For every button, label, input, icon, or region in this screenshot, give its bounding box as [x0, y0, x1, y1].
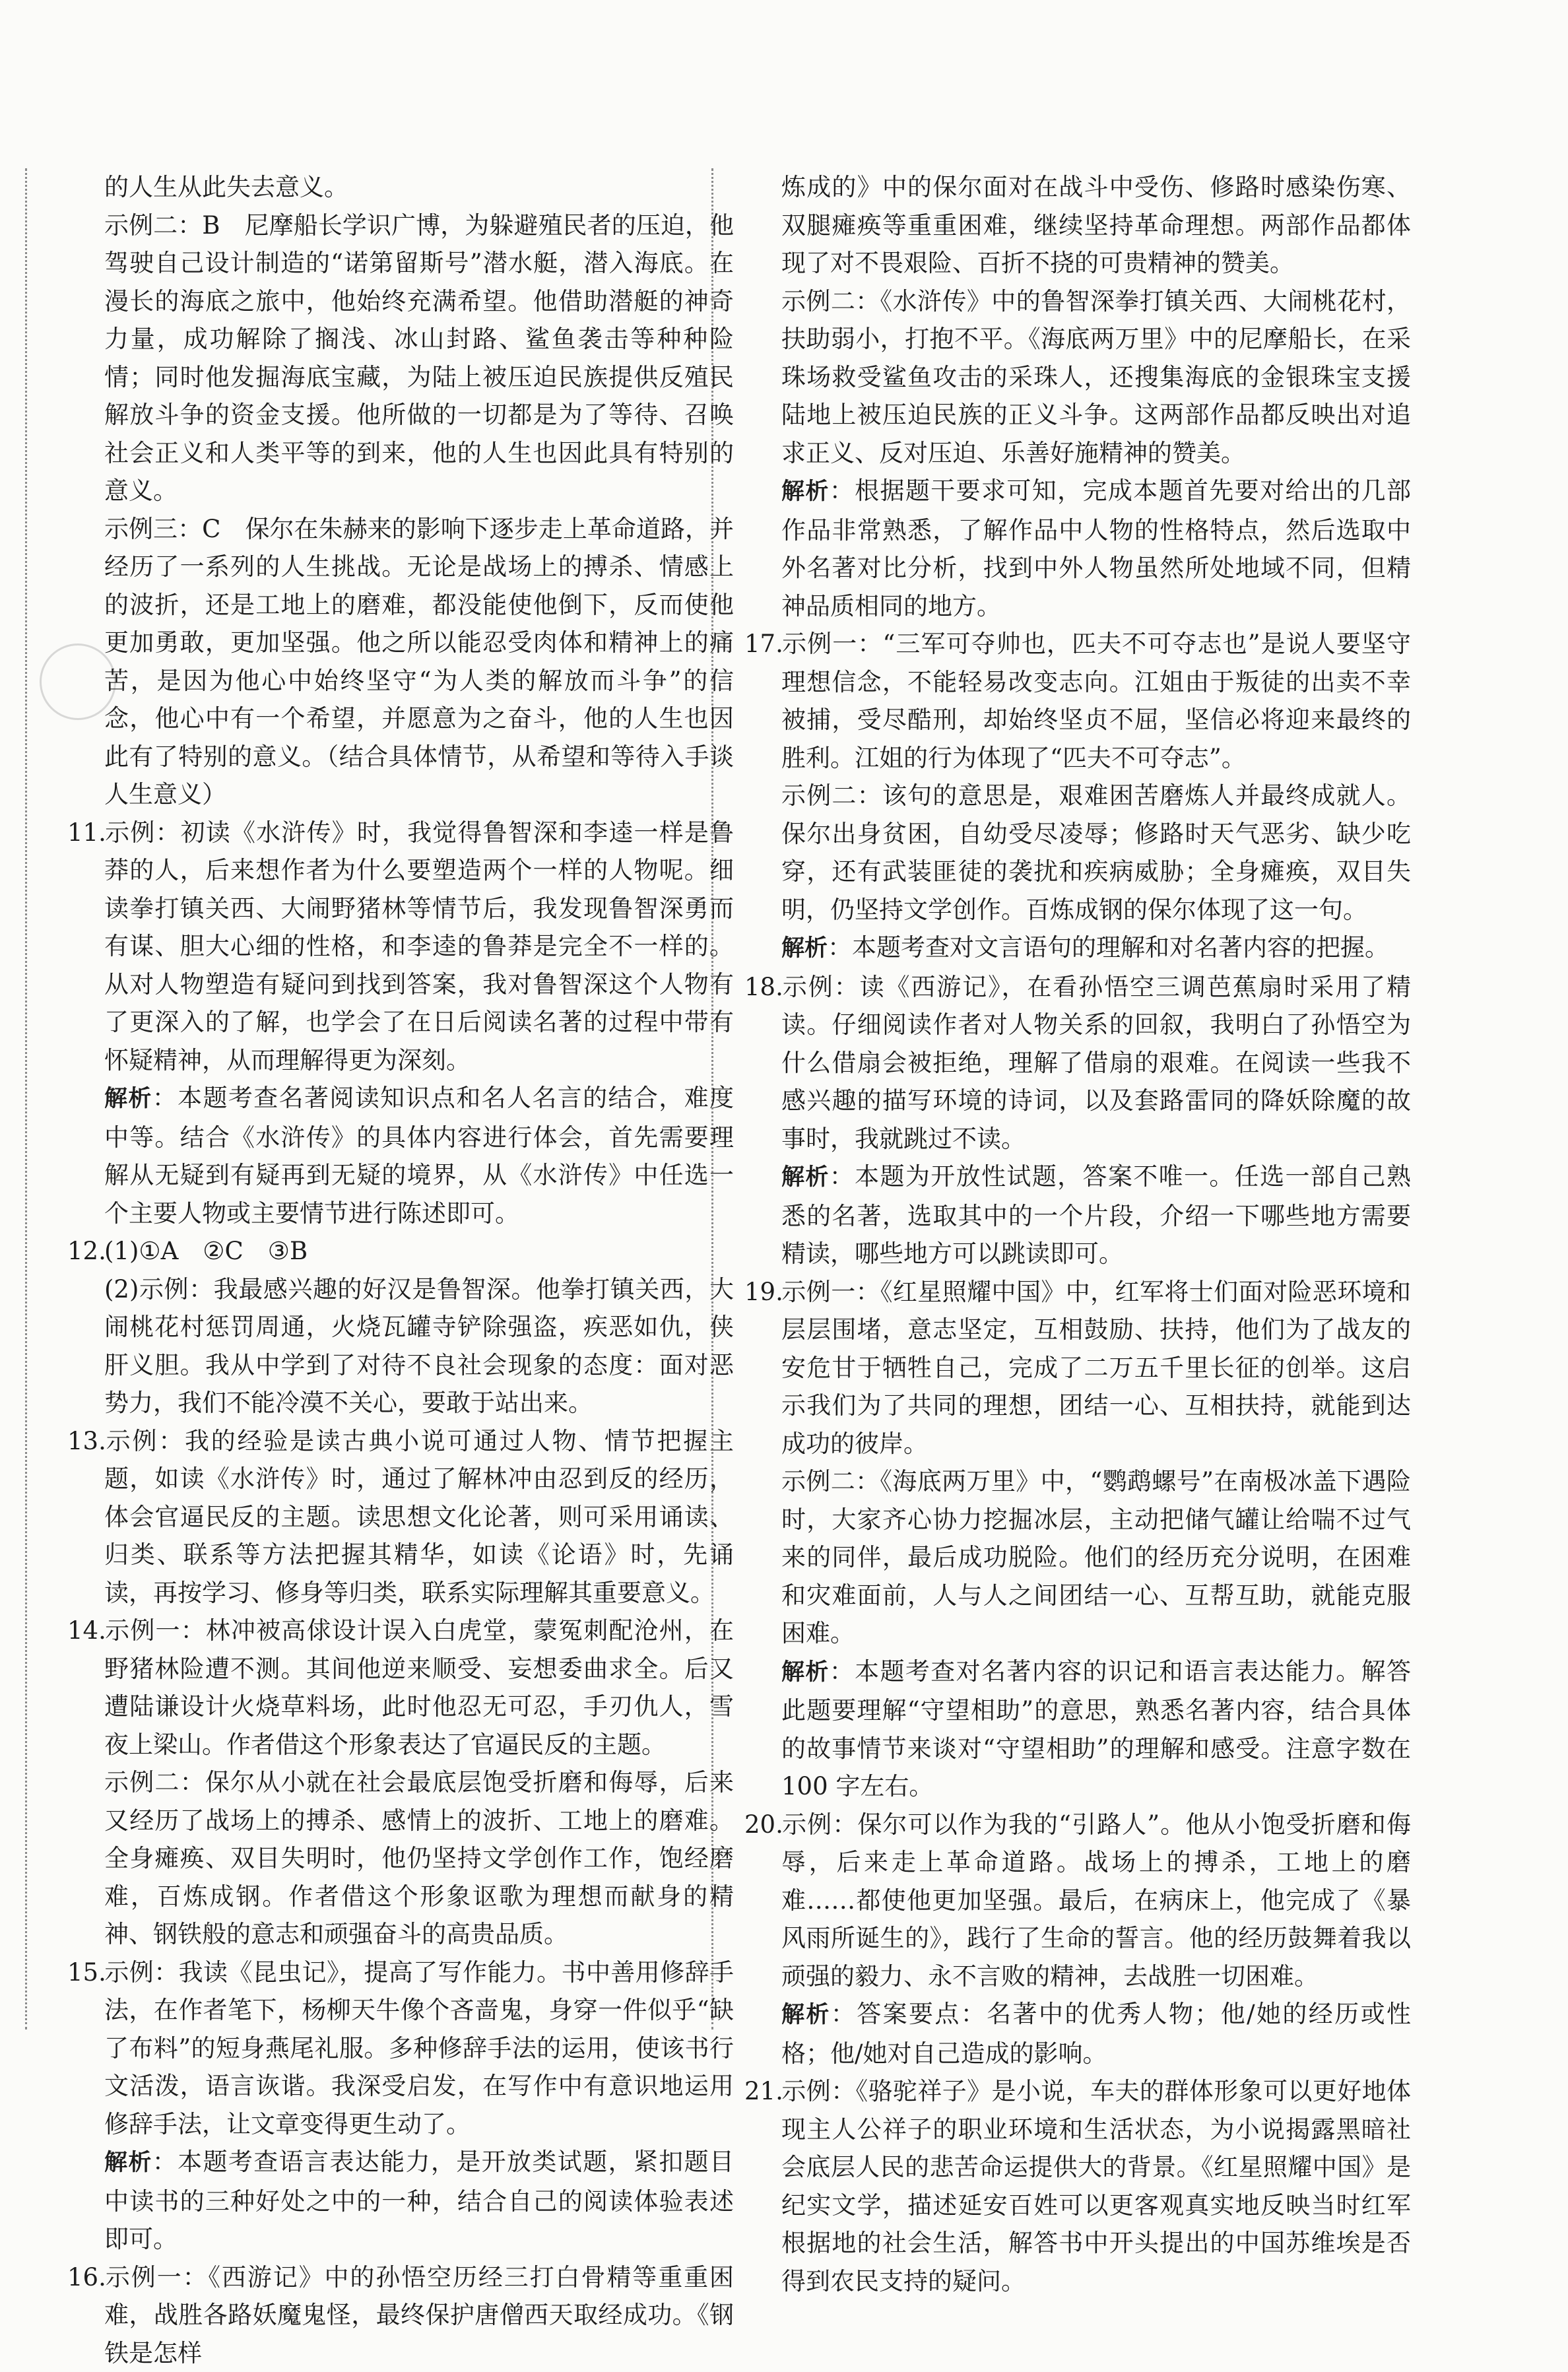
- analysis-paragraph: [744, 1158, 1411, 1273]
- left-margin-rule: [25, 168, 27, 2029]
- item-number: 11.: [67, 814, 104, 852]
- analysis-paragraph: [67, 1079, 734, 1232]
- item-text: 示例一：《西游记》中的孙悟空历经三打白骨精等重重困难，战胜各路妖魔鬼怪，最终保护唐僧西天取经成功。《钢铁是怎样: [104, 2263, 734, 2367]
- analysis-label: 解析: [104, 1086, 152, 1112]
- analysis-text: ：根据题干要求可知，完成本题首先要对给出的几部作品非常熟悉，了解作品中人物的性格特点，然后选取中外名著对比分析，找到中外人物虽然所处地域不同，但精神品质相同的地方。: [781, 477, 1411, 620]
- answer-item: [744, 2072, 1411, 2300]
- item-number: 17.: [744, 625, 781, 663]
- item-text: (1)①A ②C ③B: [104, 1237, 308, 1265]
- item-text: 示例一：《红星照耀中国》中，红军将士们面对险恶环境和层层围堵，意志坚定，互相鼓励、扶持，他们为了战友的安危甘于牺牲自己，完成了二万五千里长征的创举。这启示我们为了共同的理想，团结一心、互相扶持，就能到达成功的彼岸。: [781, 1278, 1411, 1458]
- answer-item: [67, 1612, 734, 1763]
- analysis-text: ：答案要点：名著中的优秀人物；他/她的经历或性格；他/她对自己造成的影响。: [781, 2000, 1411, 2068]
- continuation-paragraph: 示例二：《海底两万里》中，“鹦鹉螺号”在南极冰盖下遇险时，大家齐心协力挖掘冰层，主动把储气罐让给喘不过气来的同伴，最后成功脱险。他们的经历充分说明，在困难和灾难面前，人与人之间团结一心、互帮互助，就能克服困难。: [744, 1463, 1411, 1653]
- continuation-paragraph: 炼成的》中的保尔面对在战斗中受伤、修路时感染伤寒、双腿瘫痪等重重困难，继续坚持革命理想。两部作品都体现了对不畏艰险、百折不挠的可贵精神的赞美。: [744, 168, 1411, 282]
- right-column: [744, 168, 1411, 2300]
- item-number: 15.: [67, 1954, 104, 1992]
- analysis-text: ：本题考查语言表达能力，是开放类试题，紧扣题目中读书的三种好处之中的一种，结合自己的阅读体验表述即可。: [104, 2148, 734, 2253]
- analysis-paragraph: [744, 472, 1411, 625]
- analysis-label: 解析: [104, 2150, 152, 2176]
- continuation-paragraph: (2)示例：我最感兴趣的好汉是鲁智深。他拳打镇关西，大闹桃花村惩罚周通，火烧瓦罐寺铲除强盗，疾恶如仇，侠肝义胆。我从中学到了对待不良社会现象的态度：面对恶势力，我们不能冷漠不关心，要敢于站出来。: [67, 1270, 734, 1422]
- item-text: 示例：《骆驼祥子》是小说，车夫的群体形象可以更好地体现主人公祥子的职业环境和生活状态，为小说揭露黑暗社会底层人民的悲苦命运提供大的背景。《红星照耀中国》是纪实文学，描述延安百姓可以更客观真实地反映当时红军根据地的社会生活，解答书中开头提出的中国苏维埃是否得到农民支持的疑问。: [781, 2077, 1411, 2295]
- continuation-paragraph: 示例三：C 保尔在朱赫来的影响下逐步走上革命道路，并经历了一系列的人生挑战。无论是战场上的搏杀、情感上的波折，还是工地上的磨难，都没能使他倒下，反而使他更加勇敢，更加坚强。他之所以能忍受肉体和精神上的痛苦，是因为他心中始终坚守“为人类的解放而斗争”的信念，他心中有一个希望，并愿意为之奋斗，他的人生也因此有了特别的意义。（结合具体情节，从希望和等待入手谈人生意义）: [67, 510, 734, 814]
- item-text: 示例：我读《昆虫记》，提高了写作能力。书中善用修辞手法，在作者笔下，杨柳天牛像个吝啬鬼，身穿一件似乎“缺了布料”的短身燕尾礼服。多种修辞手法的运用，使该书行文活泼，语言诙谐。我深受启发，在写作中有意识地运用修辞手法，让文章变得更生动了。: [104, 1958, 734, 2138]
- item-text: 示例：我的经验是读古典小说可通过人物、情节把握主题，如读《水浒传》时，通过了解林冲由忍到反的经历，体会官逼民反的主题。读思想文化论著，则可采用诵读、归类、联系等方法把握其精华，如读《论语》时，先诵读，再按学习、修身等归类，联系实际理解其重要意义。: [104, 1427, 734, 1607]
- answer-item: [744, 968, 1411, 1158]
- answer-item: [67, 2258, 734, 2372]
- continuation-paragraph: 的人生从此失去意义。: [67, 168, 734, 207]
- analysis-text: ：本题考查对名著内容的识记和语言表达能力。解答此题要理解“守望相助”的意思，熟悉名著内容，结合具体的故事情节来谈对“守望相助”的理解和感受。注意字数在 100 字左右。: [781, 1657, 1411, 1801]
- continuation-paragraph: 示例二：保尔从小就在社会最底层饱受折磨和侮辱，后来又经历了战场上的搏杀、感情上的波折、工地上的磨难。全身瘫痪、双目失明时，他仍坚持文学创作工作，饱经磨难，百炼成钢。作者借这个形象讴歌为理想而献身的精神、钢铁般的意志和顽强奋斗的高贵品质。: [67, 1763, 734, 1954]
- item-text: 示例：保尔可以作为我的“引路人”。他从小饱受折磨和侮辱，后来走上革命道路。战场上的搏杀，工地上的磨难……都使他更加坚强。最后，在病床上，他完成了《暴风雨所诞生的》，践行了生命的誓言。他的经历鼓舞着我以顽强的毅力、永不言败的精神，去战胜一切困难。: [781, 1810, 1411, 1991]
- item-number: 19.: [744, 1273, 781, 1311]
- left-column: [67, 168, 734, 2372]
- analysis-label: 解析: [781, 2002, 831, 2028]
- analysis-paragraph: [744, 929, 1411, 968]
- item-text: 示例一：林冲被高俅设计误入白虎堂，蒙冤刺配沧州，在野猪林险遭不测。其间他逆来顺受、妄想委曲求全。后又遭陆谦设计火烧草料场，此时他忍无可忍，手刃仇人，雪夜上梁山。作者借这个形象表达了官逼民反的主题。: [104, 1616, 734, 1759]
- item-number: 18.: [744, 968, 781, 1006]
- analysis-label: 解析: [781, 478, 830, 505]
- answer-item: [744, 1273, 1411, 1463]
- answer-item: [67, 814, 734, 1080]
- continuation-paragraph: 示例二：B 尼摩船长学识广博，为躲避殖民者的压迫，他驾驶自己设计制造的“诺第留斯号”潜水艇，潜入海底。在漫长的海底之旅中，他始终充满希望。他借助潜艇的神奇力量，成功解除了搁浅、冰山封路、鲨鱼袭击等种种险情；同时他发掘海底宝藏，为陆上被压迫民族提供反殖民解放斗争的资金支援。他所做的一切都是为了等待、召唤社会正义和人类平等的到来，他的人生也因此具有特别的意义。: [67, 207, 734, 510]
- answer-item: [67, 1232, 734, 1270]
- answer-item: [744, 1806, 1411, 1996]
- item-number: 13.: [67, 1422, 104, 1461]
- item-number: 20.: [744, 1806, 781, 1844]
- analysis-paragraph: [744, 1653, 1411, 1806]
- item-text: 示例一：“三军可夺帅也，匹夫不可夺志也”是说人要坚守理想信念，不能轻易改变志向。江姐由于叛徒的出卖不幸被捕，受尽酷刑，却始终坚贞不屈，坚信必将迎来最终的胜利。江姐的行为体现了“匹夫不可夺志”。: [781, 630, 1411, 772]
- analysis-text: ：本题考查名著阅读知识点和名人名言的结合，难度中等。结合《水浒传》的具体内容进行体会，首先需要理解从无疑到有疑再到无疑的境界，从《水浒传》中任选一个主要人物或主要情节进行陈述即可。: [104, 1084, 734, 1228]
- answer-item: [744, 625, 1411, 777]
- item-number: 21.: [744, 2072, 781, 2111]
- analysis-text: ：本题考查对文言语句的理解和对名著内容的把握。: [828, 933, 1389, 962]
- item-text: 示例：读《西游记》，在看孙悟空三调芭蕉扇时采用了精读。仔细阅读作者对人物关系的回叙，我明白了孙悟空为什么借扇会被拒绝，理解了借扇的艰难。在阅读一些我不感兴趣的描写环境的诗词，以及套路雷同的降妖除魔的故事时，我就跳过不读。: [781, 973, 1411, 1153]
- analysis-paragraph: [67, 2143, 734, 2258]
- answer-item: [67, 1954, 734, 2144]
- analysis-label: 解析: [781, 1659, 830, 1686]
- item-number: 12.: [67, 1232, 104, 1270]
- analysis-label: 解析: [781, 1164, 830, 1191]
- analysis-paragraph: [744, 1995, 1411, 2072]
- item-text: 示例：初读《水浒传》时，我觉得鲁智深和李逵一样是鲁莽的人，后来想作者为什么要塑造两个一样的人物呢。细读拳打镇关西、大闹野猪林等情节后，我发现鲁智深勇而有谋、胆大心细的性格，和李逵的鲁莽是完全不一样的。从对人物塑造有疑问到找到答案，我对鲁智深这个人物有了更深入的了解，也学会了在日后阅读名著的过程中带有怀疑精神，从而理解得更为深刻。: [104, 818, 734, 1074]
- item-number: 14.: [67, 1612, 104, 1650]
- analysis-text: ：本题为开放性试题，答案不唯一。任选一部自己熟悉的名著，选取其中的一个片段，介绍一下哪些地方需要精读，哪些地方可以跳读即可。: [781, 1162, 1411, 1268]
- item-number: 16.: [67, 2258, 104, 2297]
- continuation-paragraph: 示例二：该句的意思是，艰难困苦磨炼人并最终成就人。保尔出身贫困，自幼受尽凌辱；修路时天气恶劣、缺少吃穿，还有武装匪徒的袭扰和疾病威胁；全身瘫痪，双目失明，仍坚持文学创作。百炼成钢的保尔体现了这一句。: [744, 777, 1411, 929]
- continuation-paragraph: 示例二：《水浒传》中的鲁智深拳打镇关西、大闹桃花村，扶助弱小，打抱不平。《海底两万里》中的尼摩船长，在采珠场救受鲨鱼攻击的采珠人，还搜集海底的金银珠宝支援陆地上被压迫民族的正义斗争。这两部作品都反映出对追求正义、反对压迫、乐善好施精神的赞美。: [744, 282, 1411, 473]
- answer-item: [67, 1422, 734, 1612]
- analysis-label: 解析: [781, 935, 828, 962]
